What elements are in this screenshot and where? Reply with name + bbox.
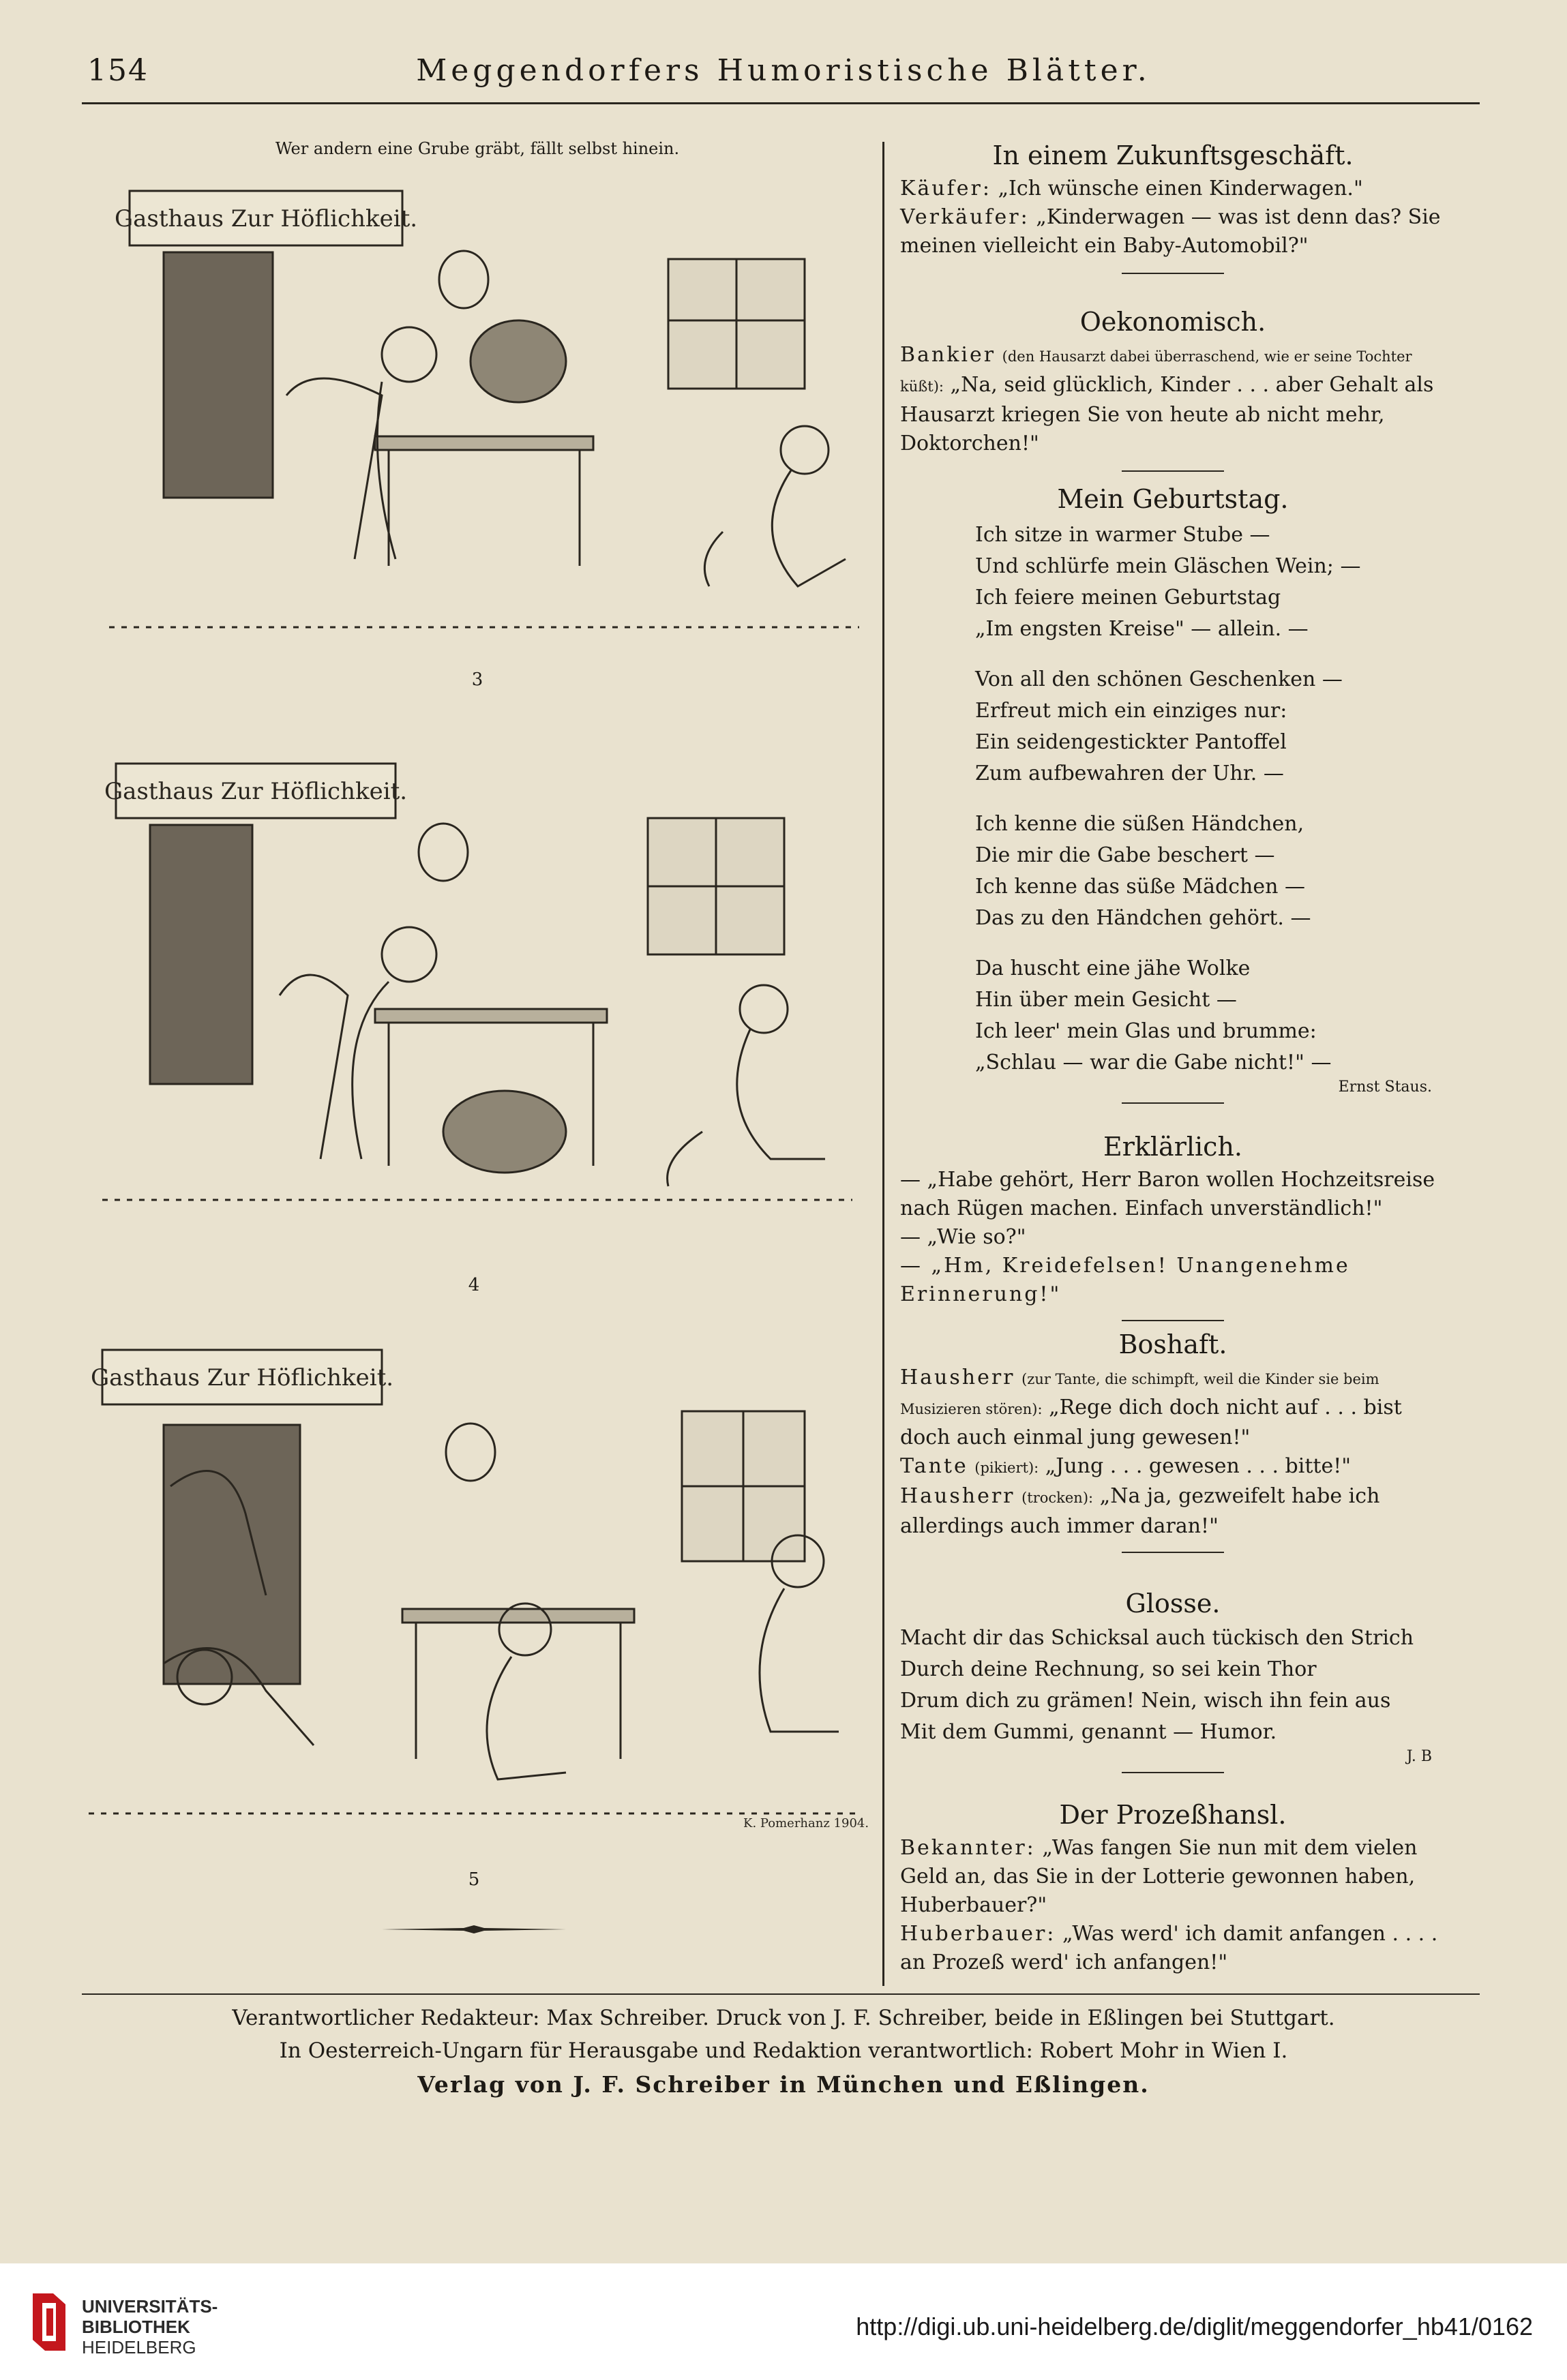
- cartoon-caption: Wer andern eine Grube gräbt, fällt selbst hinein.: [275, 139, 680, 158]
- stage-direction: (trocken):: [1021, 1490, 1094, 1506]
- verse: Von all den schönen Geschenken —: [975, 667, 1343, 691]
- speaker: Hausherr: [900, 1366, 1015, 1389]
- dialogue-line: [900, 341, 1446, 458]
- verse: Ich leer' mein Glas und brumme:: [975, 1019, 1317, 1043]
- dialogue-line: [900, 203, 1446, 260]
- section-title: Oekonomisch.: [1079, 307, 1266, 337]
- stage-direction: (den Hausarzt dabei überraschend, wie er seine Tochter küßt):: [900, 348, 1412, 395]
- library-line: BIBLIOTHEK: [82, 2317, 190, 2337]
- verse: Das zu den Händchen gehört. —: [975, 906, 1311, 930]
- inn-sign-5: Gasthaus Zur Höflichkeit.: [90, 1364, 394, 1391]
- poem: [975, 519, 1446, 1079]
- dialogue-line: — „Wie so?": [900, 1225, 1026, 1249]
- verse: Ich sitze in warmer Stube —: [975, 523, 1270, 547]
- poem: [900, 1623, 1446, 1748]
- section-zukunft: [900, 140, 1446, 274]
- section-rule: [1122, 273, 1224, 274]
- library-line: UNIVERSITÄTS-: [82, 2296, 218, 2317]
- dialogue-line: [900, 1920, 1446, 1977]
- verse: Drum dich zu grämen! Nein, wisch ihn fein aus: [900, 1689, 1391, 1713]
- section-title: In einem Zukunftsgeschäft.: [992, 140, 1354, 170]
- stage-direction: (pikiert):: [974, 1460, 1039, 1476]
- source-url-link[interactable]: http://digi.ub.uni-heidelberg.de/diglit/meggendorfer_hb41/0162: [856, 2313, 1533, 2340]
- inn-sign-3: Gasthaus Zur Höflichkeit.: [114, 205, 418, 232]
- speech: „Na, seid glücklich, Kinder . . . aber Gehalt als Hausarzt kriegen Sie von heute ab nicht mehr, Doktorchen!": [900, 373, 1434, 455]
- imprint-line-3: Verlag von J. F. Schreiber in München und Eßlingen.: [417, 2071, 1150, 2098]
- figure-number-4: 4: [468, 1275, 480, 1295]
- cartoon-panel-5: [89, 1336, 873, 1854]
- stanza: [975, 519, 1446, 645]
- verse: Erfreut mich ein einziges nur:: [975, 699, 1287, 723]
- dialogue-line: [900, 1364, 1446, 1452]
- section-rule: [1122, 1320, 1224, 1321]
- imprint-line-2: In Oesterreich-Ungarn für Herausgabe und Redaktion verantwortlich: Robert Mohr in Wien I.: [279, 2038, 1288, 2063]
- dialogue-line: [900, 175, 1446, 203]
- section-erklaerlich: [900, 1132, 1446, 1321]
- stanza: [975, 809, 1446, 934]
- stanza: [975, 953, 1446, 1079]
- speaker: Huberbauer:: [900, 1922, 1056, 1946]
- section-title: Boshaft.: [1118, 1329, 1227, 1359]
- figure-number-3: 3: [471, 669, 483, 690]
- section-geburtstag: [900, 484, 1446, 1104]
- verse: Ich kenne die süßen Händchen,: [975, 812, 1304, 836]
- section-rule: [1122, 470, 1224, 472]
- speech: „Was werd' ich damit anfangen . . . . an Prozeß werd' ich anfangen!": [900, 1922, 1438, 1974]
- stanza: [975, 664, 1446, 789]
- library-logo-icon: [26, 2289, 72, 2355]
- verse: Zum aufbewahren der Uhr. —: [975, 762, 1284, 785]
- column-divider: [882, 142, 884, 1986]
- section-title: Erklärlich.: [1103, 1132, 1243, 1162]
- poem-author: Ernst Staus.: [1338, 1079, 1432, 1096]
- artist-signature: K. Pomerhanz 1904.: [743, 1816, 869, 1831]
- speech: „Rege dich doch nicht auf . . . bist doch auch einmal jung gewesen!": [900, 1396, 1402, 1449]
- verse: Durch deine Rechnung, so sei kein Thor: [900, 1657, 1317, 1681]
- ornament-rule: [382, 1923, 566, 1936]
- verse: Ein seidengestickter Pantoffel: [975, 730, 1287, 754]
- verse: „Schlau — war die Gabe nicht!" —: [975, 1051, 1332, 1074]
- section-title: Glosse.: [1125, 1588, 1221, 1618]
- dialogue-line: [900, 1452, 1446, 1482]
- section-oekonomisch: [900, 307, 1446, 472]
- speech: „Jung . . . gewesen . . . bitte!": [1045, 1454, 1352, 1478]
- dialogue-line: [900, 1834, 1446, 1920]
- footer-rule: [82, 1993, 1480, 1995]
- stage-direction: (zur Tante, die schimpft, weil die Kinder sie beim Musizieren stören):: [900, 1371, 1379, 1417]
- dialogue-line: — „Habe gehört, Herr Baron wollen Hochzeitsreise nach Rügen machen. Einfach unverständlich!": [900, 1168, 1435, 1220]
- speaker: Verkäufer:: [900, 205, 1030, 229]
- speaker: Bankier: [900, 343, 996, 367]
- section-title: Der Prozeßhansl.: [1059, 1800, 1287, 1830]
- viewer-footer-bar: [0, 2263, 1567, 2380]
- imprint-line-1: Verantwortlicher Redakteur: Max Schreiber. Druck von J. F. Schreiber, beide in Eßlingen bei Stuttgart.: [232, 2006, 1335, 2030]
- speech: „Na ja, gezweifelt habe ich allerdings auch immer daran!": [900, 1484, 1380, 1538]
- verse: Und schlürfe mein Gläschen Wein; —: [975, 554, 1361, 578]
- page-number: 154: [87, 53, 149, 88]
- section-glosse: [900, 1588, 1446, 1773]
- speaker: Tante: [900, 1454, 968, 1478]
- library-name[interactable]: [82, 2296, 218, 2358]
- verse: Ich kenne das süße Mädchen —: [975, 875, 1305, 899]
- verse: Hin über mein Gesicht —: [975, 988, 1237, 1012]
- speaker: Hausherr: [900, 1484, 1015, 1508]
- verse: „Im engsten Kreise" — allein. —: [975, 617, 1309, 641]
- verse: Da huscht eine jähe Wolke: [975, 956, 1251, 980]
- verse: Ich feiere meinen Geburtstag: [975, 586, 1281, 609]
- speaker: Bekannter:: [900, 1836, 1036, 1860]
- section-boshaft: [900, 1329, 1446, 1553]
- speech: „Kinderwagen — was ist denn das? Sie meinen vielleicht ein Baby-Automobil?": [900, 205, 1441, 258]
- speech: „Ich wünsche einen Kinderwagen.": [998, 177, 1363, 200]
- figure-number-5: 5: [468, 1869, 480, 1890]
- section-title: Mein Geburtstag.: [1057, 484, 1289, 514]
- section-rule: [1122, 1102, 1224, 1104]
- verse: Macht dir das Schicksal auch tückisch den Strich: [900, 1626, 1414, 1650]
- section-rule: [1122, 1552, 1224, 1553]
- library-line: HEIDELBERG: [82, 2337, 196, 2358]
- speaker: Käufer:: [900, 177, 991, 200]
- verse: Mit dem Gummi, genannt — Humor.: [900, 1720, 1277, 1744]
- section-prozesshansl: [900, 1800, 1446, 1977]
- journal-title: Meggendorfers Humoristische Blätter.: [416, 53, 1151, 88]
- cartoon-panel-3: [109, 177, 873, 654]
- header-rule: [82, 102, 1480, 104]
- dialogue-line: — „Hm, Kreidefelsen! Unangenehme Erinnerung!": [900, 1254, 1350, 1306]
- speech: „Was fangen Sie nun mit dem vielen Geld an, das Sie in der Lotterie gewonnen haben, Huberbauer?": [900, 1836, 1418, 1917]
- dialogue-line: [900, 1482, 1446, 1541]
- poem-author: J. B: [1406, 1748, 1432, 1765]
- inn-sign-4: Gasthaus Zur Höflichkeit.: [104, 778, 408, 805]
- section-rule: [1122, 1772, 1224, 1773]
- verse: Die mir die Gabe beschert —: [975, 843, 1275, 867]
- cartoon-panel-4: [102, 750, 873, 1227]
